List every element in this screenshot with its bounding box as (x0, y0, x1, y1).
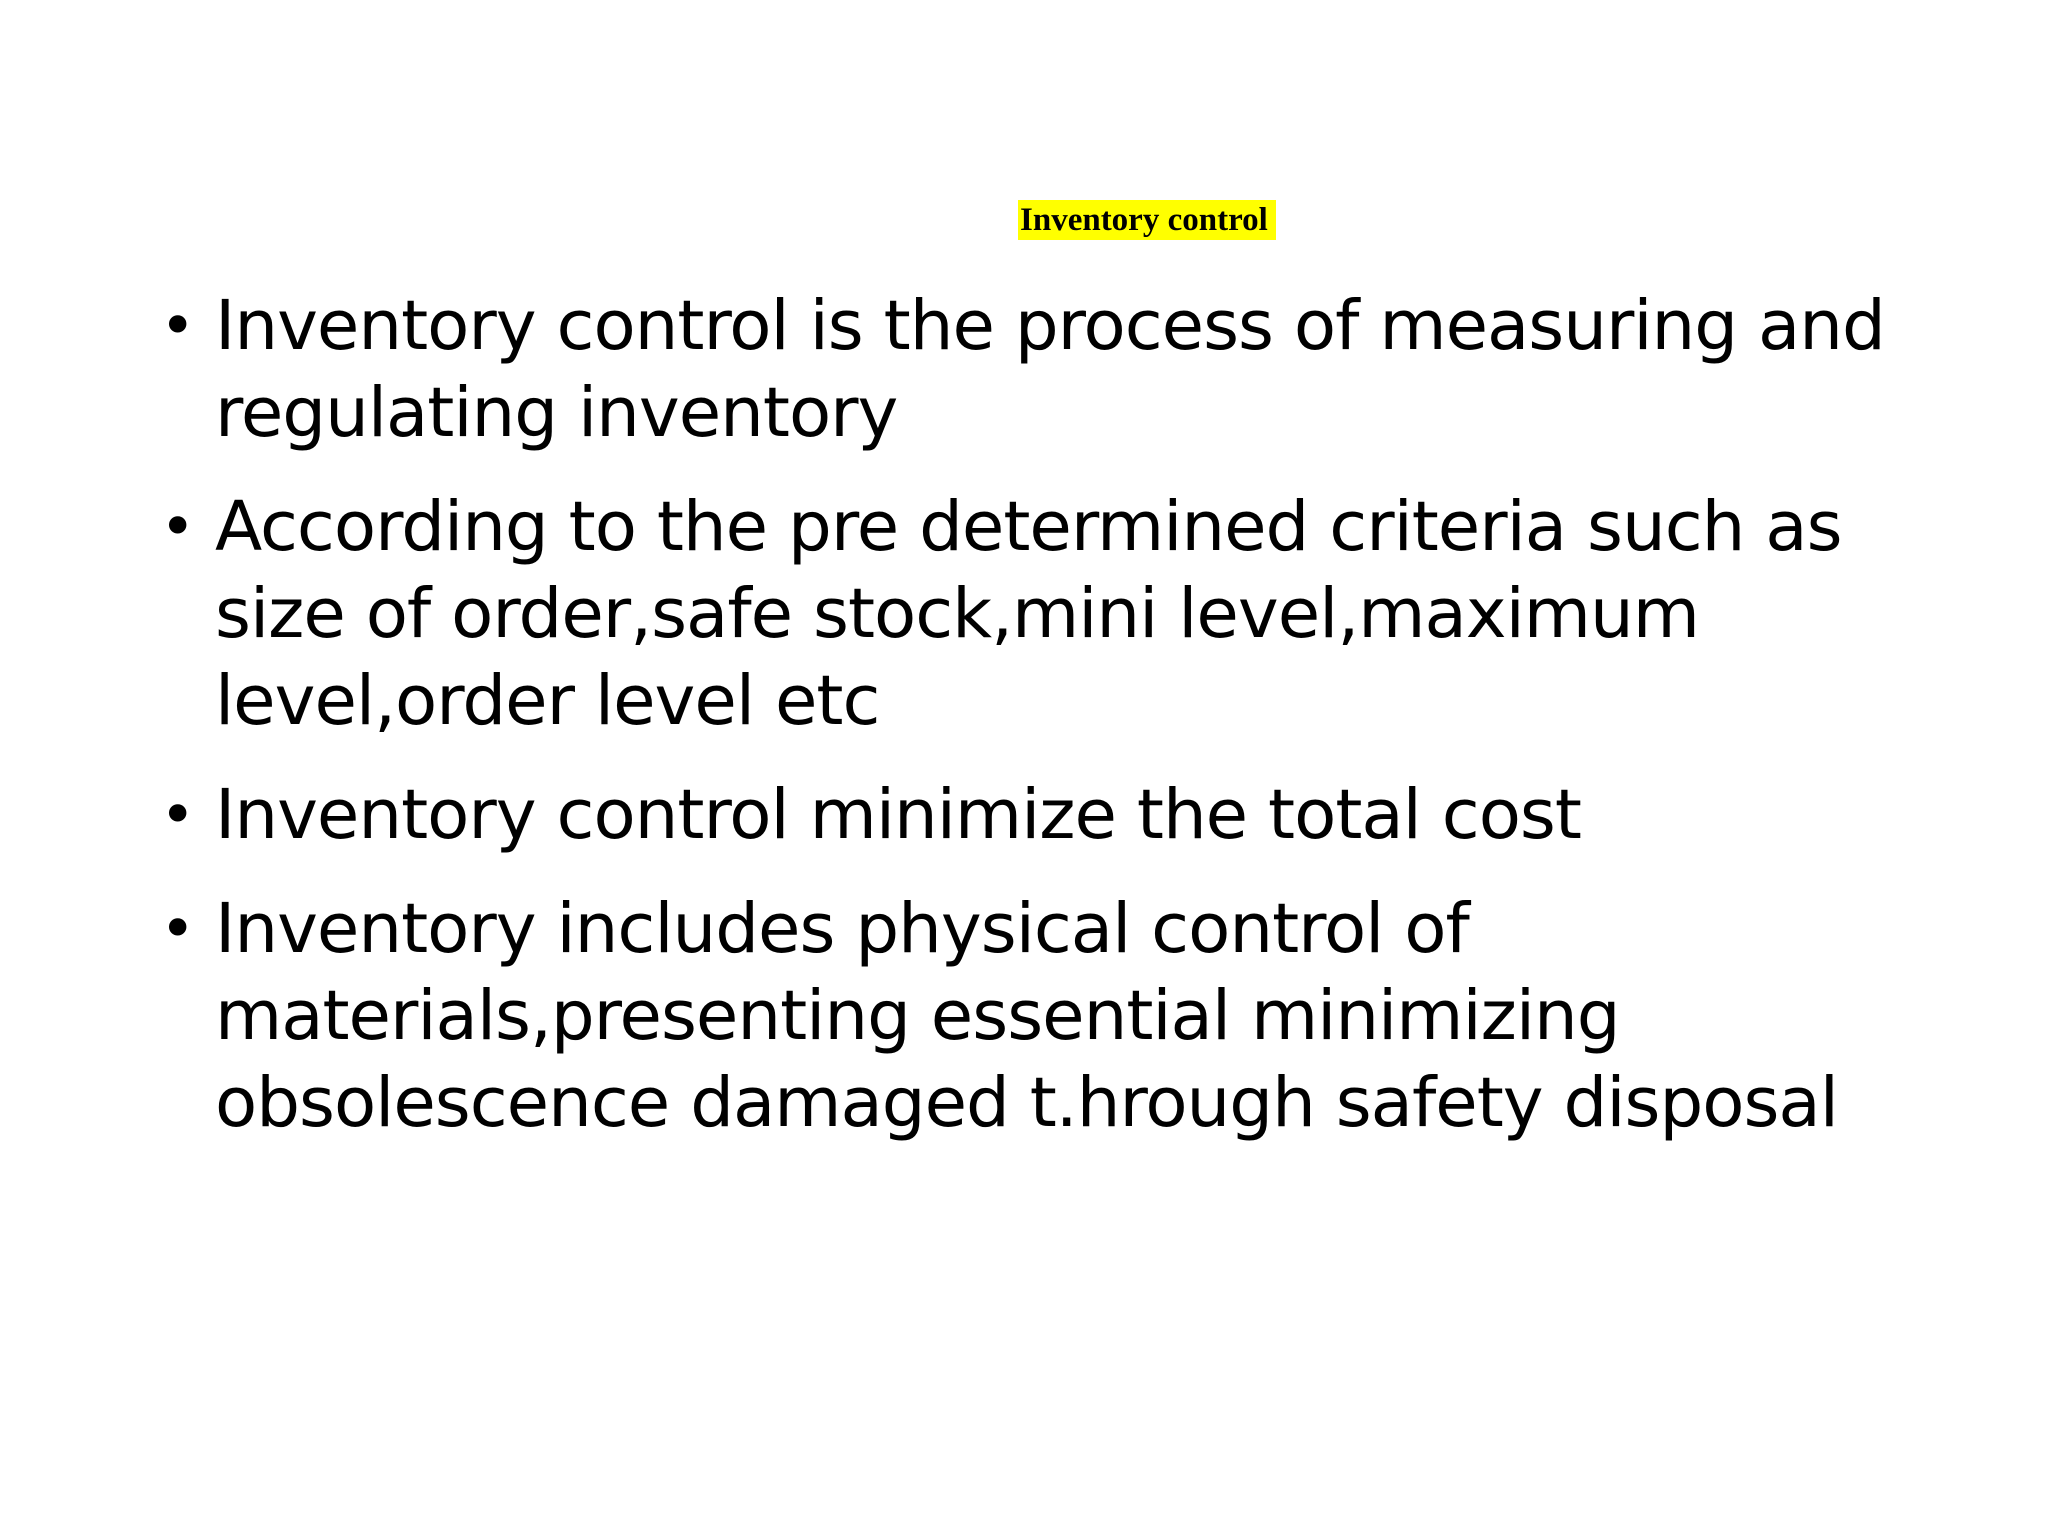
bullet-item (160, 283, 1960, 457)
bullet-text: Inventory includes physical control of materials,presenting essential minimizing obsolescence damaged t.hrough safety disposal (215, 889, 1838, 1143)
bullet-marker: • (160, 492, 195, 562)
bullet-item (160, 772, 1960, 859)
bullet-item (160, 484, 1960, 745)
slide-title: Inventory control (1018, 200, 1276, 240)
bullet-item (160, 886, 1960, 1147)
bullet-marker: • (160, 291, 195, 361)
bullet-list (160, 283, 1960, 1174)
bullet-marker: • (160, 780, 195, 850)
bullet-text: According to the pre determined criteria such as size of order,safe stock,mini level,maximum level,order level etc (215, 487, 1842, 741)
bullet-text: Inventory control minimize the total cost (215, 775, 1581, 855)
bullet-marker: • (160, 894, 195, 964)
bullet-text: Inventory control is the process of measuring and regulating inventory (215, 286, 1885, 453)
